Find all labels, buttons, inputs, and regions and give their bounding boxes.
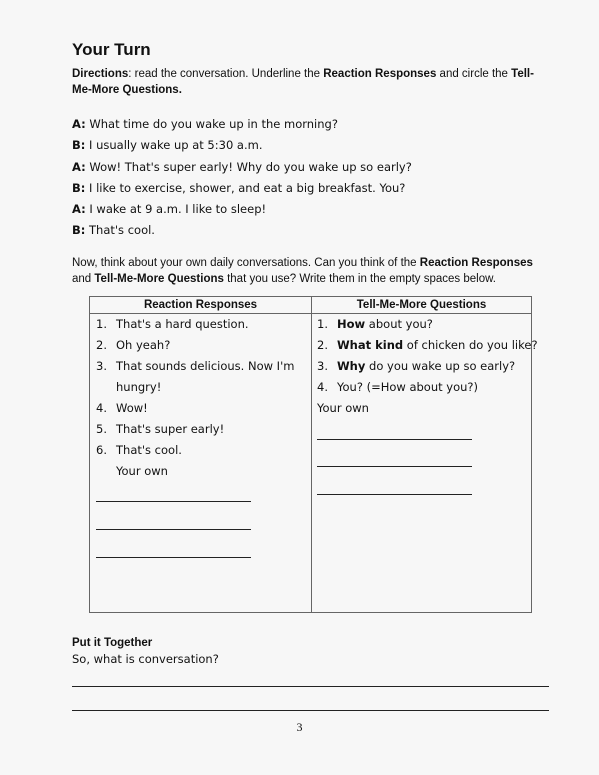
dialogue-line xyxy=(72,135,542,156)
reaction-item: That's super early! xyxy=(116,422,225,436)
dialogue xyxy=(72,114,542,242)
page-title: Your Turn xyxy=(72,40,151,59)
dialogue-line xyxy=(72,199,542,220)
item-number: 3. xyxy=(96,359,107,373)
item-number: 1. xyxy=(96,317,107,331)
dialogue-line xyxy=(72,220,542,241)
question-item: You? (=How about you?) xyxy=(337,380,479,394)
question-rest: of chicken do you like? xyxy=(403,338,538,352)
directions-label: Directions xyxy=(72,68,129,80)
line-text: What time do you wake up in the morning? xyxy=(89,117,338,131)
write-in-line[interactable] xyxy=(96,529,251,530)
item-number: 2. xyxy=(317,338,328,352)
intro-text: and xyxy=(72,273,95,285)
your-own-label: Your own xyxy=(116,464,168,478)
item-number: 4. xyxy=(317,380,328,394)
dialogue-line xyxy=(72,114,542,135)
reaction-item: Oh yeah? xyxy=(116,338,171,352)
question-rest: do you wake up so early? xyxy=(365,359,516,373)
header-reaction-responses: Reaction Responses xyxy=(90,297,312,314)
reaction-item: That's a hard question. xyxy=(116,317,249,331)
responses-table xyxy=(89,296,538,613)
reaction-responses-cell xyxy=(90,314,312,613)
answer-line[interactable] xyxy=(72,710,549,711)
item-number: 4. xyxy=(96,401,107,415)
directions-bold-reaction: Reaction Responses xyxy=(323,68,437,80)
item-number: 1. xyxy=(317,317,328,331)
directions-bold-tell-me-more: Tell-Me-More Questions. xyxy=(72,68,534,96)
speaker-label: B: xyxy=(72,223,86,238)
reaction-item-continued: hungry! xyxy=(116,380,162,394)
item-number: 6. xyxy=(96,443,107,457)
line-text: Wow! That's super early! Why do you wake up so early? xyxy=(89,159,412,174)
question-item xyxy=(337,359,515,373)
tell-me-more-cell xyxy=(312,314,538,613)
question-item xyxy=(337,338,538,352)
question-word: What kind xyxy=(337,338,404,352)
speaker-label: A: xyxy=(72,159,86,174)
speaker-label: B: xyxy=(72,138,86,153)
item-number: 3. xyxy=(317,359,328,373)
item-number: 5. xyxy=(96,422,107,436)
put-it-together-heading: Put it Together xyxy=(72,637,153,649)
line-text: I like to exercise, shower, and eat a big breakfast. You? xyxy=(89,180,406,195)
reaction-item: Wow! xyxy=(116,401,148,415)
directions-text-mid: and circle the xyxy=(436,68,512,80)
directions xyxy=(72,66,542,98)
dialogue-line xyxy=(72,157,542,178)
line-text: That's cool. xyxy=(89,223,155,238)
intro-bold-tell-me-more: Tell-Me-More Questions xyxy=(94,273,224,285)
intro-text: that you use? Write them in the empty spaces below. xyxy=(223,273,496,285)
question-word: Why xyxy=(337,359,366,373)
reaction-item: That sounds delicious. Now I'm xyxy=(116,359,295,373)
question-word: How xyxy=(337,317,366,331)
put-it-together-question: So, what is conversation? xyxy=(72,652,219,666)
directions-text: : read the conversation. Underline the xyxy=(128,68,324,80)
page-number: 3 xyxy=(296,720,303,734)
question-rest: about you? xyxy=(365,317,433,331)
speaker-label: A: xyxy=(72,117,86,131)
item-number: 2. xyxy=(96,338,107,352)
write-in-line[interactable] xyxy=(317,439,472,440)
line-text: I usually wake up at 5:30 a.m. xyxy=(89,138,263,153)
intro-bold-reaction: Reaction Responses xyxy=(419,257,533,269)
answer-line[interactable] xyxy=(72,686,549,687)
reaction-item: That's cool. xyxy=(116,443,182,457)
write-in-line[interactable] xyxy=(96,501,251,502)
your-own-label: Your own xyxy=(317,401,369,415)
write-in-line[interactable] xyxy=(96,557,251,558)
intro-text: Now, think about your own daily conversations. Can you think of the xyxy=(72,257,420,269)
question-item xyxy=(337,317,433,331)
header-tell-me-more-questions: Tell-Me-More Questions xyxy=(312,297,532,314)
speaker-label: B: xyxy=(72,180,86,195)
line-text: I wake at 9 a.m. I like to sleep! xyxy=(89,202,267,217)
intro-paragraph xyxy=(72,255,552,287)
speaker-label: A: xyxy=(72,202,86,217)
write-in-line[interactable] xyxy=(317,494,472,495)
write-in-line[interactable] xyxy=(317,466,472,467)
dialogue-line xyxy=(72,178,542,199)
